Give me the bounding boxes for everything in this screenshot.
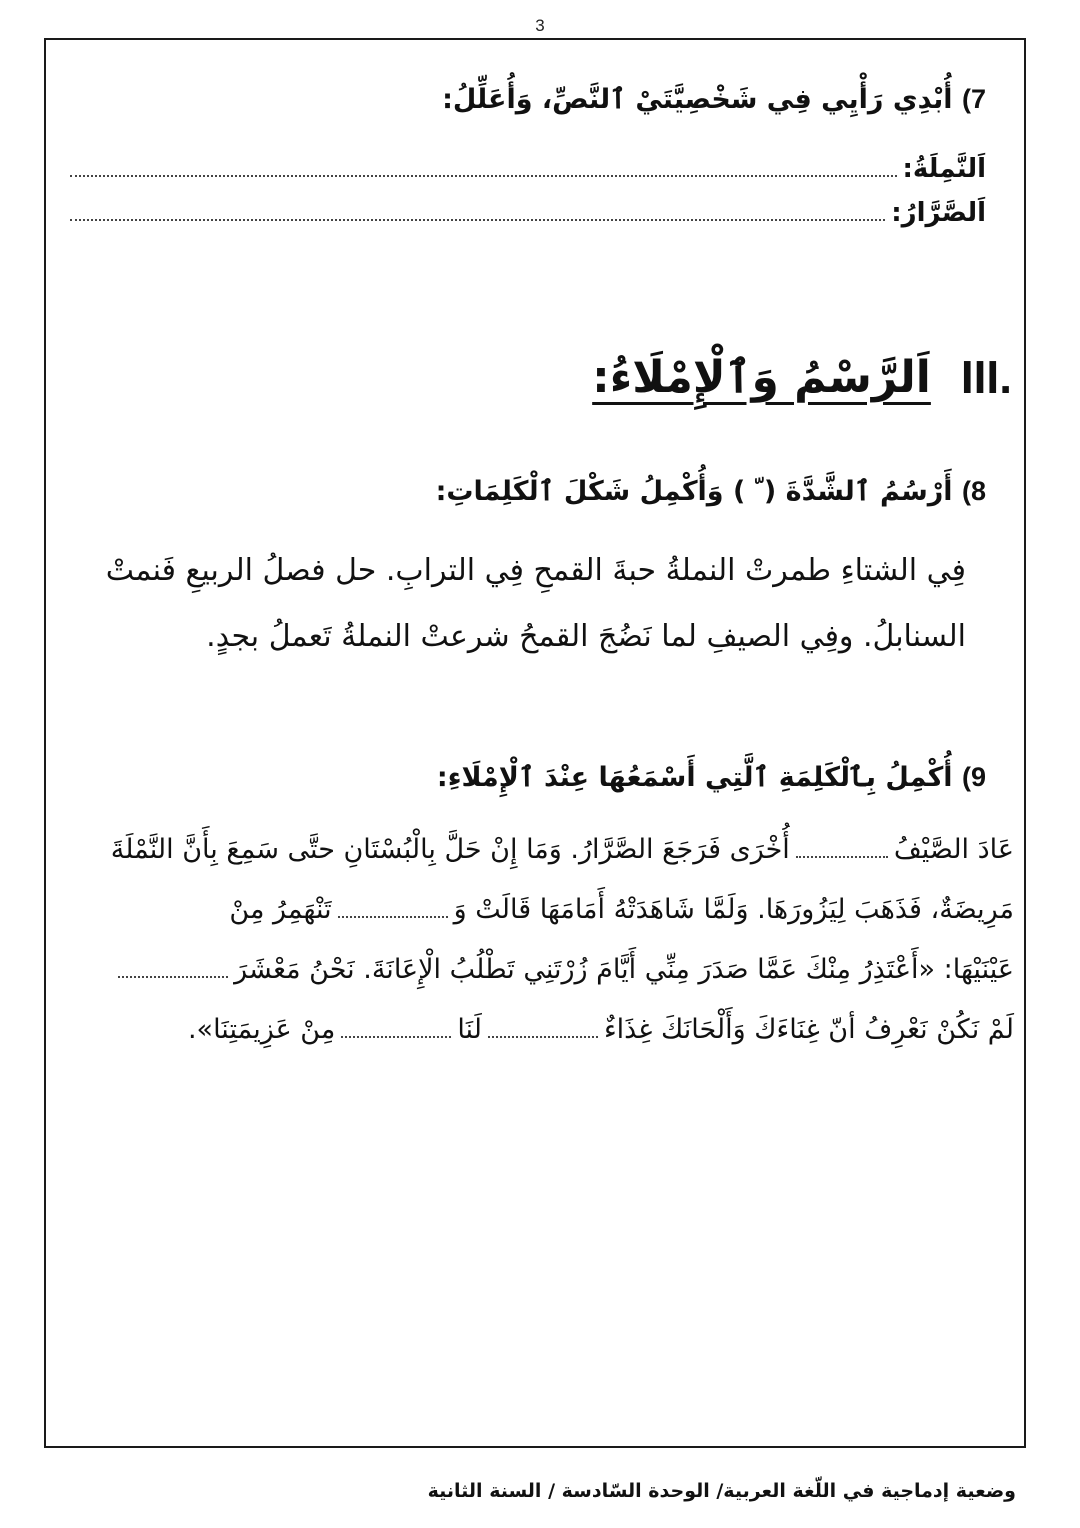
section-3-roman: III. (960, 351, 1012, 403)
paragraph-line-2: السنابلُ. وفِي الصيفِ لما نَضُجَ القمحُ شرعتْ النملةُ تَعملُ بجدٍ. (206, 619, 966, 654)
section-3-heading: اَلرَّسْمُ وَٱلْإِمْلَاءُ: (592, 351, 931, 403)
answer-label-ant: اَلنَّمِلَةُ: (902, 154, 986, 184)
question-8-paragraph (82, 538, 966, 670)
question-9-heading (437, 762, 986, 793)
dictation-blank-2[interactable] (338, 906, 448, 918)
question-7-number: 7) (961, 84, 986, 114)
answer-line-ant[interactable] (70, 154, 986, 184)
dictation-line-4 (56, 1000, 1014, 1060)
dictation-text-segment: عَادَ الصَّيْفُ (893, 834, 1014, 865)
dictation-text (56, 820, 1014, 1060)
dictation-text-segment: لَنَا (457, 1014, 482, 1045)
dictation-line-2 (56, 880, 1014, 940)
dictation-text-segment: لَمْ نَكُنْ نَعْرِفُ أنّ غِنَاءَكَ وَأَلْحَانَكَ غِذَاءٌ (603, 1014, 1014, 1045)
dictation-blank-3[interactable] (118, 966, 228, 978)
section-3-title (592, 350, 1012, 404)
worksheet-content (46, 40, 1024, 1446)
question-8-heading (436, 476, 986, 507)
question-8-number: 8) (961, 476, 986, 506)
answer-blank-ant[interactable] (70, 163, 897, 177)
answer-blank-cricket[interactable] (70, 207, 885, 221)
dictation-blank-1[interactable] (796, 846, 888, 858)
question-9-text: أُكْمِلُ بِٱلْكَلِمَةِ ٱلَّتِي أَسْمَعُهَا عِنْدَ ٱلْإِمْلَاءِ: (436, 762, 953, 793)
dictation-text-segment: مِنْ عَزِيمَتِنَا». (187, 1014, 336, 1045)
worksheet-frame (44, 38, 1026, 1448)
dictation-line-3 (56, 940, 1014, 1000)
dictation-text-segment: أُخْرَى فَرَجَعَ الصَّرَّارُ. وَمَا إِنْ حَلَّ بِالْبُسْتَانِ حتَّى سَمِعَ بِأَنَّ النَّمْلَةَ (110, 834, 790, 865)
answer-label-cricket: اَلصَّرَّارُ: (891, 198, 986, 228)
question-9-number: 9) (961, 762, 986, 792)
question-8-text: أَرْسُمُ ٱلشَّدَّةَ ( ّ ) وَأُكْمِلُ شَكْلَ ٱلْكَلِمَاتِ: (435, 476, 953, 507)
dictation-text-segment: تَنْهَمِرُ مِنْ (229, 894, 332, 925)
dictation-blank-4[interactable] (488, 1026, 598, 1038)
answer-line-cricket[interactable] (70, 198, 986, 228)
page-number: 3 (535, 16, 545, 35)
paragraph-line-1: فِي الشتاءِ طمرتْ النملةُ حبةَ القمحِ فِي الترابِ. حل فصلُ الربيعِ فَنمتْ (105, 553, 966, 588)
dictation-blank-5[interactable] (341, 1026, 451, 1038)
dictation-text-segment: مَرِيضَةٌ، فَذَهَبَ لِيَزُورَهَا. وَلَمَّا شَاهَدَتْهُ أَمَامَهَا قَالَتْ وَ (453, 894, 1014, 925)
dictation-text-segment: عَيْنَيْهَا: «أَعْتَذِرُ مِنْكَ عَمَّا صَدَرَ مِنِّي أَيَّامَ زُرْتَنِي تَطْلُبُ الْإِعَانَةَ. نَحْنُ مَعْشَرَ (234, 954, 1014, 985)
question-7-text: أُبْدِي رَأْيِي فِي شَخْصِيَّتَيْ ٱلنَّصِّ، وَأُعَلِّلُ: (442, 84, 953, 115)
question-7-heading (442, 84, 986, 115)
page-footer: وضعية إدماجية في اللّغة العربية/ الوحدة السّادسة / السنة الثانية (427, 1480, 1016, 1502)
dictation-line-1 (56, 820, 1014, 880)
